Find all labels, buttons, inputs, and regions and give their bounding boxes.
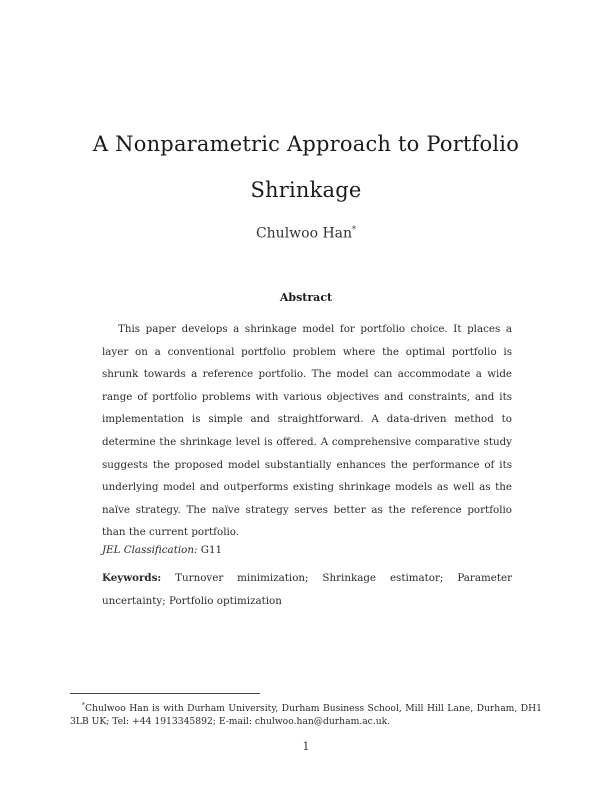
title-line-1: A Nonparametric Approach to Portfolio: [92, 132, 520, 156]
abstract-text: This paper develops a shrinkage model for portfolio choice. It places a layer on a conventional portfolio problem where the optimal portfolio is shrunk towards a reference portfolio. The model can accommodate a wide range of portfolio problems with various objectives and constraints, and its implementation is simple and straightforward. A data-driven method to determine the shrinkage level is offered. A comprehensive comparative study suggests the proposed model substantially enhances the performance of its underlying model and outperforms existing shrinkage models as well as the naïve strategy. The naïve strategy serves better as the reference portfolio than the current portfolio.: [102, 323, 512, 539]
author-line: [70, 225, 542, 242]
footnote-marker: *: [82, 702, 85, 709]
jel-label: JEL Classification:: [102, 544, 198, 556]
footnote-rule: [70, 693, 260, 694]
keywords-value: Turnover minimization; Shrinkage estimator; Parameter uncertainty; Portfolio optimization: [102, 572, 512, 607]
abstract-heading: Abstract: [279, 291, 333, 304]
author-name: Chulwoo Han: [255, 225, 353, 242]
author-footnote-marker: *: [352, 225, 357, 234]
title-line-2: Shrinkage: [250, 178, 362, 202]
author-footnote: [70, 699, 542, 728]
jel-value: G11: [200, 544, 223, 556]
keywords: [102, 567, 512, 612]
page-number: 1: [302, 740, 310, 753]
paper-title: [70, 121, 542, 213]
keywords-label: Keywords:: [102, 572, 162, 584]
jel-classification: [102, 544, 222, 556]
footnote-text: Chulwoo Han is with Durham University, Durham Business School, Mill Hill Lane, Durham, DH1 3LB UK; Tel: +44 1913345892; E-mail: chulwoo.han@durham.ac.uk.: [70, 703, 542, 728]
